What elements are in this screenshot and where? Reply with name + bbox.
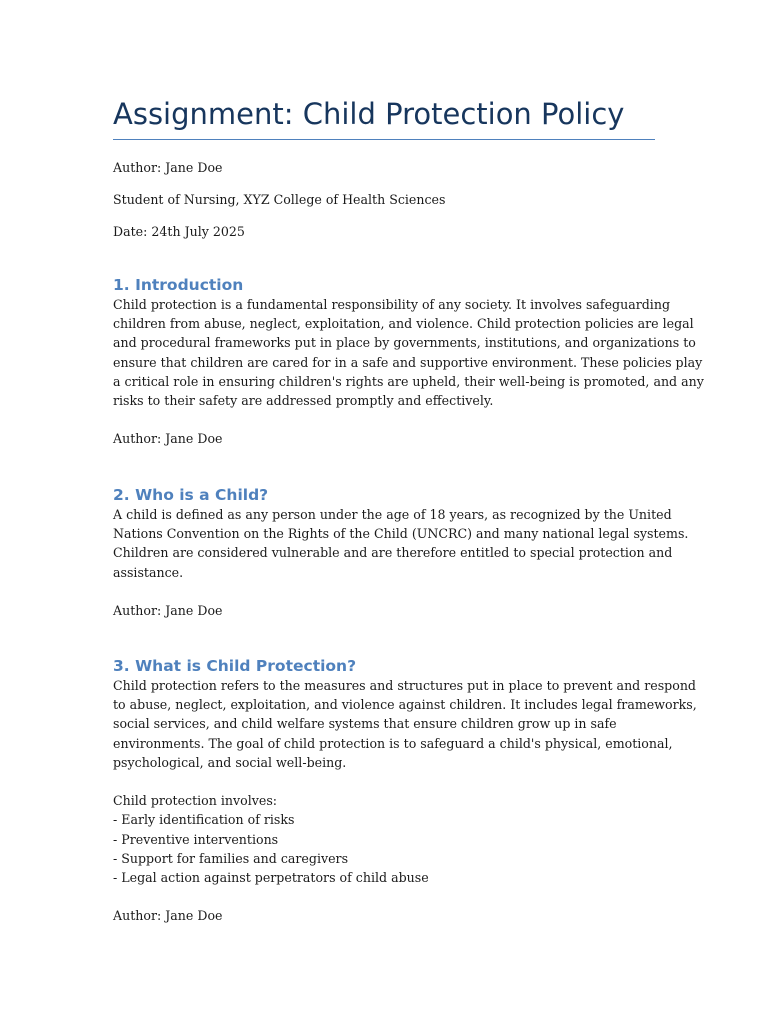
affiliation-line: Student of Nursing, XYZ College of Health Sciences — [113, 192, 446, 207]
list-intro: Child protection involves: — [113, 793, 278, 809]
body-line: ensure that children are cared for in a safe and supportive environment. These policies play — [113, 354, 703, 370]
body-line: to abuse, neglect, exploitation, and violence against children. It includes legal frameworks, — [113, 697, 697, 713]
body-line: Child protection is a fundamental responsibility of any society. It involves safeguarding — [113, 297, 671, 312]
section-body — [113, 505, 689, 620]
body-line: Child protection refers to the measures and structures put in place to prevent and respond — [113, 678, 696, 693]
body-line: social services, and child welfare systems that ensure children grow up in safe — [113, 716, 617, 732]
paragraph-gap — [113, 410, 655, 429]
paragraph-gap — [113, 582, 655, 601]
section-heading: 3. What is Child Protection? — [113, 657, 357, 675]
document-title: Assignment: Child Protection Policy — [113, 97, 625, 131]
body-line: Nations Convention on the Rights of the Child (UNCRC) and many national legal systems. — [113, 526, 689, 542]
section-body — [113, 295, 704, 449]
body-line: a critical role in ensuring children's rights are upheld, their well-being is promoted, and any — [113, 373, 704, 389]
section-author: Author: Jane Doe — [113, 603, 223, 618]
body-line: Children are considered vulnerable and are therefore entitled to special protection and — [113, 545, 673, 561]
author-line: Author: Jane Doe — [113, 160, 223, 175]
body-line: children from abuse, neglect, exploitation, and violence. Child protection policies are legal — [113, 316, 694, 332]
body-line: risks to their safety are addressed promptly and effectively. — [113, 393, 494, 409]
section-author: Author: Jane Doe — [113, 431, 223, 447]
section-heading: 1. Introduction — [113, 276, 244, 294]
body-line: psychological, and social well-being. — [113, 754, 347, 770]
date-line: Date: 24th July 2025 — [113, 224, 245, 239]
body-line: A child is defined as any person under the age of 18 years, as recognized by the United — [113, 507, 672, 522]
section-heading: 2. Who is a Child? — [113, 486, 269, 504]
paragraph-gap — [113, 772, 655, 791]
section-what-is-child-protection — [113, 656, 697, 926]
list-item: - Legal action against perpetrators of child abuse — [113, 870, 429, 886]
section-introduction — [113, 275, 704, 449]
list-item: - Support for families and caregivers — [113, 850, 349, 866]
body-line: environments. The goal of child protection is to safeguard a child's physical, emotional, — [113, 735, 673, 751]
list-item: - Early identification of risks — [113, 812, 295, 828]
title-underline — [113, 139, 655, 140]
section-body — [113, 676, 697, 926]
paragraph-gap — [113, 887, 655, 906]
section-author: Author: Jane Doe — [113, 908, 223, 924]
section-who-is-a-child — [113, 485, 689, 620]
list-item: - Preventive interventions — [113, 831, 279, 847]
body-line: and procedural frameworks put in place by governments, institutions, and organizations to — [113, 335, 696, 351]
body-line: assistance. — [113, 564, 184, 580]
